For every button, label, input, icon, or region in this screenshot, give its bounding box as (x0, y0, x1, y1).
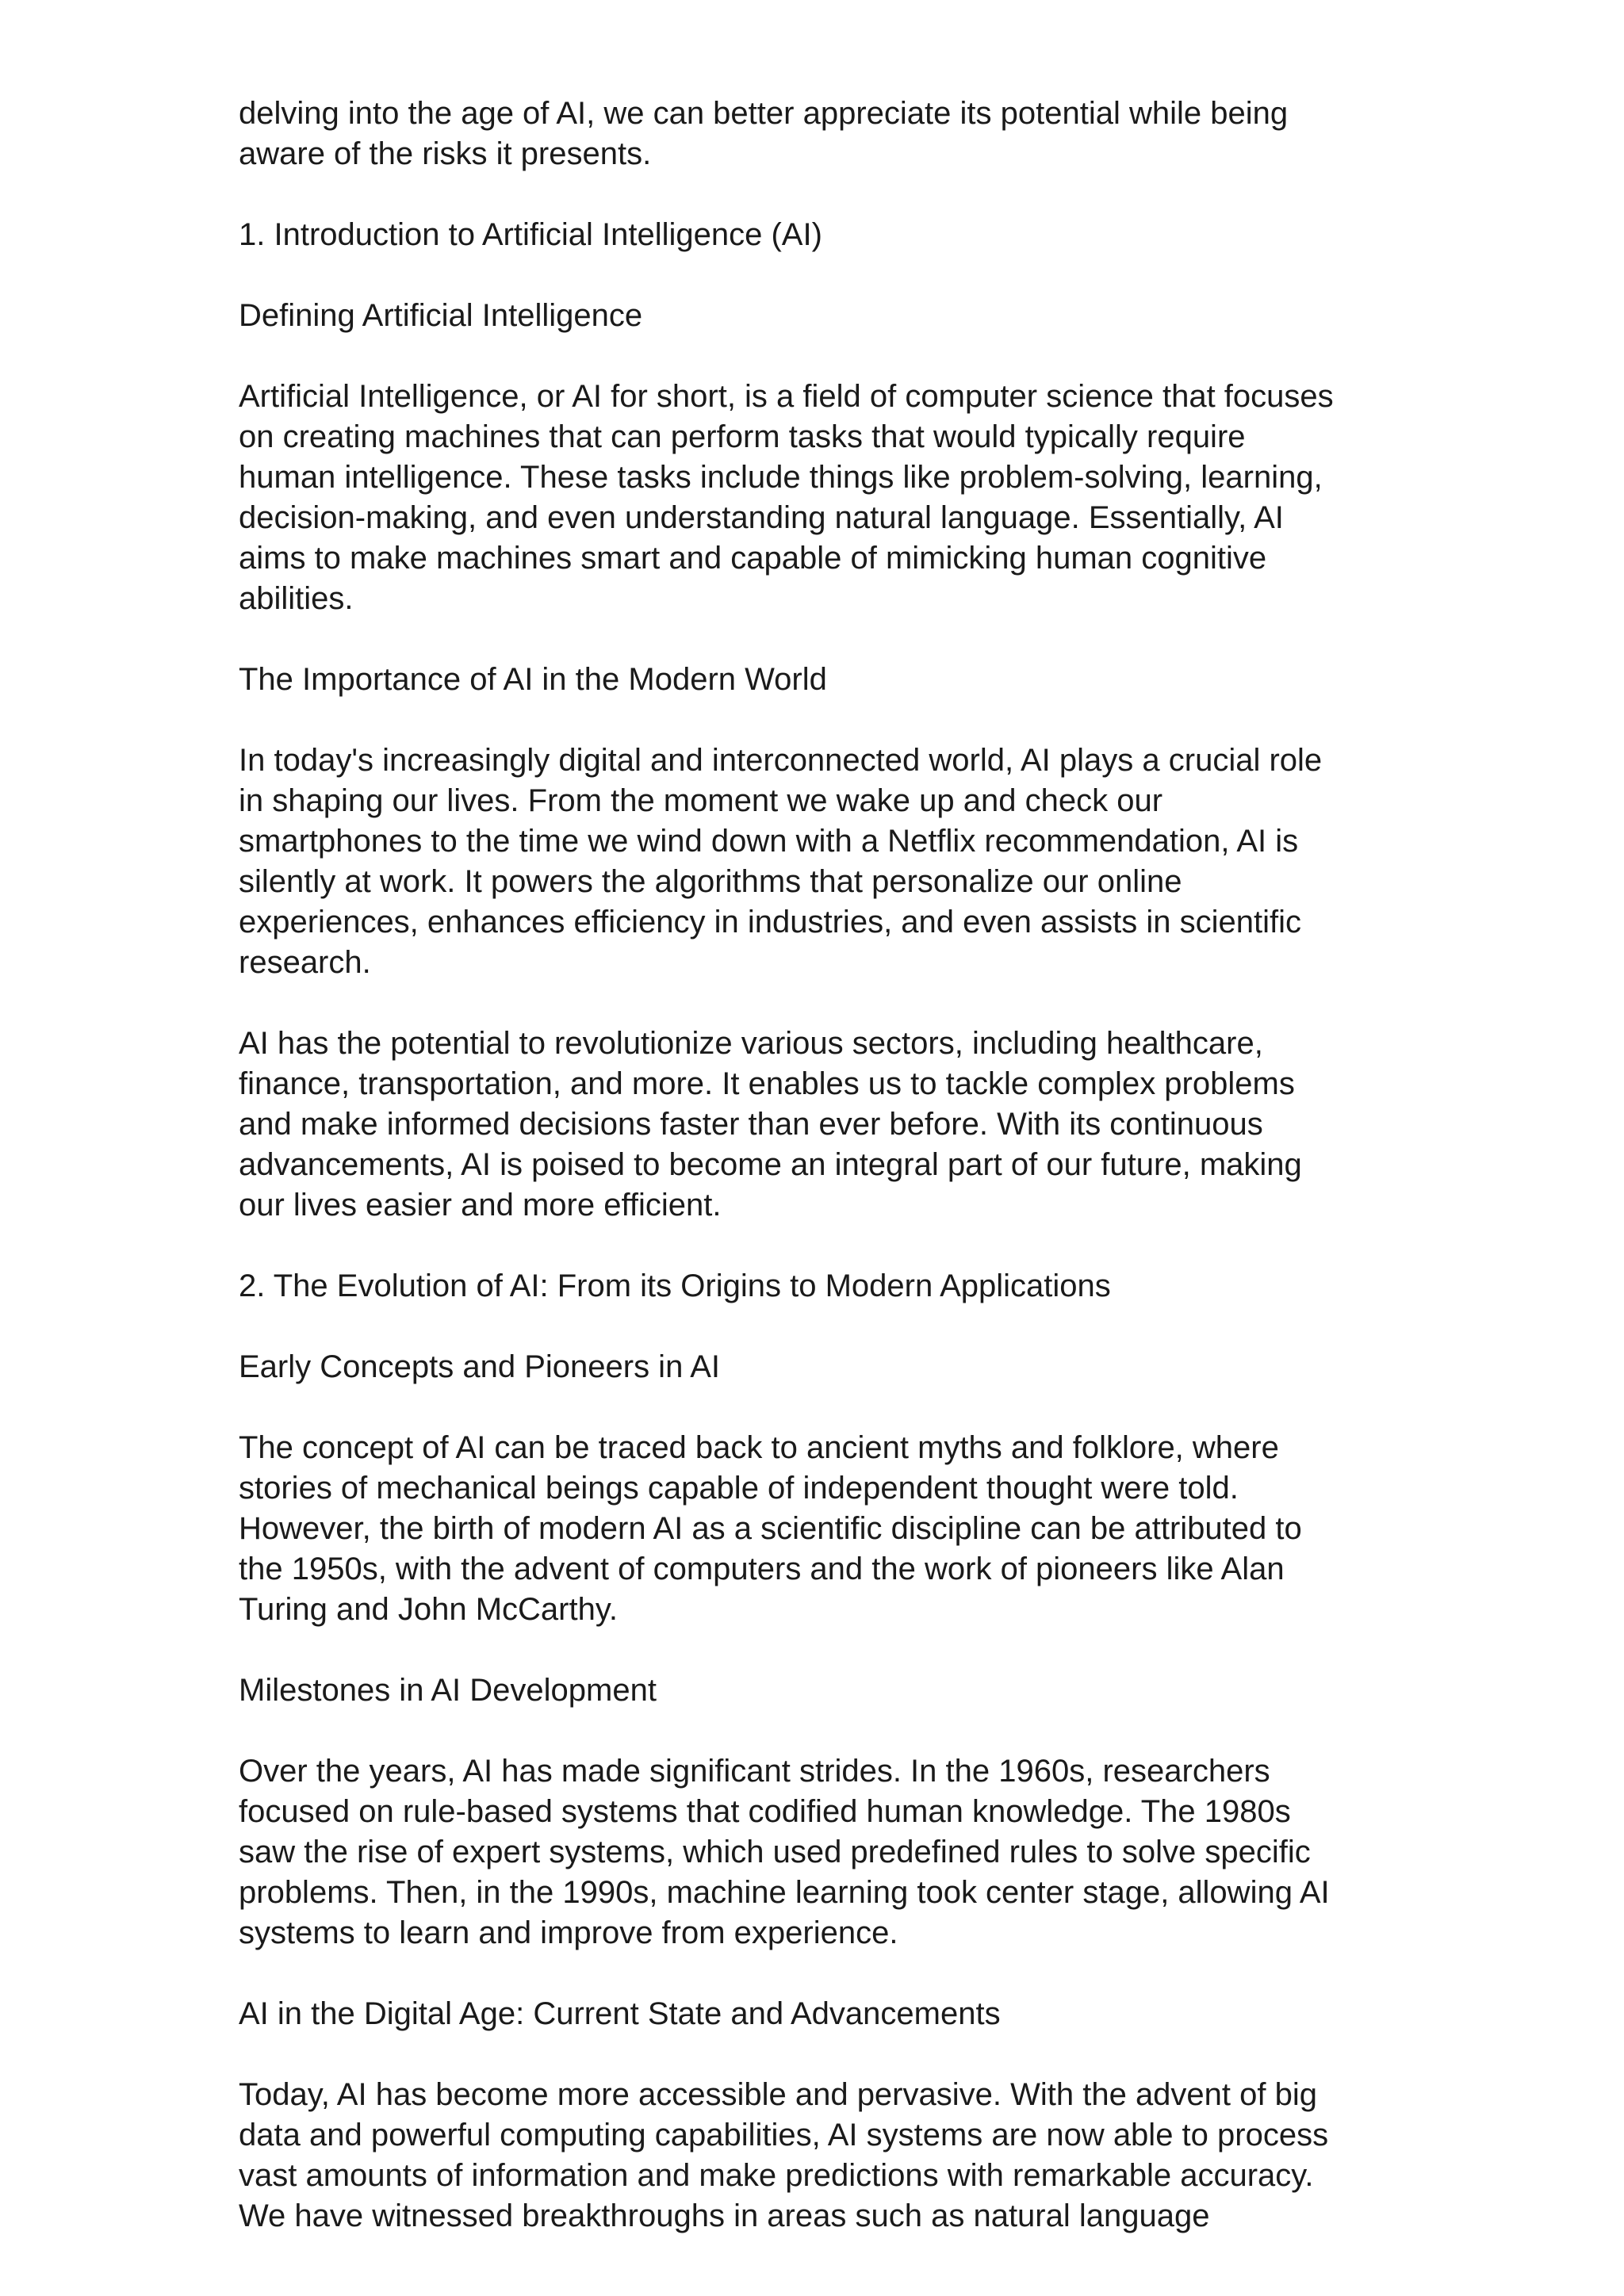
text-line: smartphones to the time we wind down with a Netflix recommendation, AI is (239, 824, 1299, 859)
text-line: Today, AI has become more accessible and pervasive. With the advent of big (239, 2077, 1317, 2112)
paragraph-milestones (239, 1751, 1396, 1954)
text-line: delving into the age of AI, we can better appreciate its potential while being (239, 96, 1289, 131)
text-line: AI has the potential to revolutionize various sectors, including healthcare, (239, 1026, 1263, 1061)
document-page (239, 94, 1396, 2237)
text-line: However, the birth of modern AI as a scientific discipline can be attributed to (239, 1511, 1302, 1546)
text-line: Over the years, AI has made significant strides. In the 1960s, researchers (239, 1754, 1270, 1789)
heading-text: 2. The Evolution of AI: From its Origins to Modern Applications (239, 1269, 1111, 1303)
text-line: focused on rule-based systems that codified human knowledge. The 1980s (239, 1794, 1291, 1829)
paragraph-importance-1 (239, 740, 1396, 983)
paragraph-early-concepts (239, 1428, 1396, 1630)
text-line: silently at work. It powers the algorithms that personalize our online (239, 864, 1182, 899)
text-line: Turing and John McCarthy. (239, 1592, 618, 1627)
text-line: the 1950s, with the advent of computers and the work of pioneers like Alan (239, 1552, 1285, 1586)
text-line: aware of the risks it presents. (239, 136, 652, 171)
text-line: in shaping our lives. From the moment we wake up and check our (239, 783, 1163, 818)
text-line: our lives easier and more efficient. (239, 1188, 722, 1223)
text-line: finance, transportation, and more. It enables us to tackle complex problems (239, 1066, 1295, 1101)
heading-text: AI in the Digital Age: Current State and Advancements (239, 1996, 1001, 2031)
text-line: aims to make machines smart and capable of mimicking human cognitive (239, 541, 1267, 576)
text-line: decision-making, and even understanding natural language. Essentially, AI (239, 500, 1284, 535)
heading-text: 1. Introduction to Artificial Intelligence (AI) (239, 217, 822, 252)
text-line: human intelligence. These tasks include things like problem-solving, learning, (239, 460, 1323, 495)
heading-text: Early Concepts and Pioneers in AI (239, 1349, 721, 1384)
subheading-milestones (239, 1670, 1396, 1711)
paragraph-digital-age (239, 2075, 1396, 2237)
subheading-defining-ai (239, 296, 1396, 336)
subheading-early-concepts (239, 1347, 1396, 1387)
subheading-importance-of-ai (239, 660, 1396, 700)
text-line: The concept of AI can be traced back to ancient myths and folklore, where (239, 1430, 1279, 1465)
text-line: We have witnessed breakthroughs in areas such as natural language (239, 2198, 1210, 2233)
text-line: stories of mechanical beings capable of independent thought were told. (239, 1471, 1239, 1506)
text-line: systems to learn and improve from experience. (239, 1915, 898, 1950)
paragraph-importance-2 (239, 1024, 1396, 1226)
section-2-heading (239, 1266, 1396, 1307)
paragraph-defining-ai (239, 377, 1396, 619)
text-line: on creating machines that can perform tasks that would typically require (239, 419, 1246, 454)
text-line: vast amounts of information and make predictions with remarkable accuracy. (239, 2158, 1314, 2193)
heading-text: The Importance of AI in the Modern World (239, 662, 827, 697)
text-line: problems. Then, in the 1990s, machine learning took center stage, allowing AI (239, 1875, 1330, 1910)
text-line: Artificial Intelligence, or AI for short, is a field of computer science that focuses (239, 379, 1334, 414)
heading-text: Milestones in AI Development (239, 1673, 657, 1708)
text-line: research. (239, 945, 371, 980)
text-line: and make informed decisions faster than ever before. With its continuous (239, 1107, 1263, 1142)
text-line: abilities. (239, 581, 354, 616)
intro-paragraph (239, 94, 1396, 174)
section-1-heading (239, 215, 1396, 255)
text-line: data and powerful computing capabilities, AI systems are now able to process (239, 2118, 1329, 2152)
text-line: advancements, AI is poised to become an integral part of our future, making (239, 1147, 1302, 1182)
text-line: In today's increasingly digital and interconnected world, AI plays a crucial role (239, 743, 1323, 778)
text-line: saw the rise of expert systems, which used predefined rules to solve specific (239, 1835, 1311, 1869)
text-line: experiences, enhances efficiency in industries, and even assists in scientific (239, 905, 1301, 939)
heading-text: Defining Artificial Intelligence (239, 298, 643, 333)
subheading-digital-age (239, 1994, 1396, 2034)
